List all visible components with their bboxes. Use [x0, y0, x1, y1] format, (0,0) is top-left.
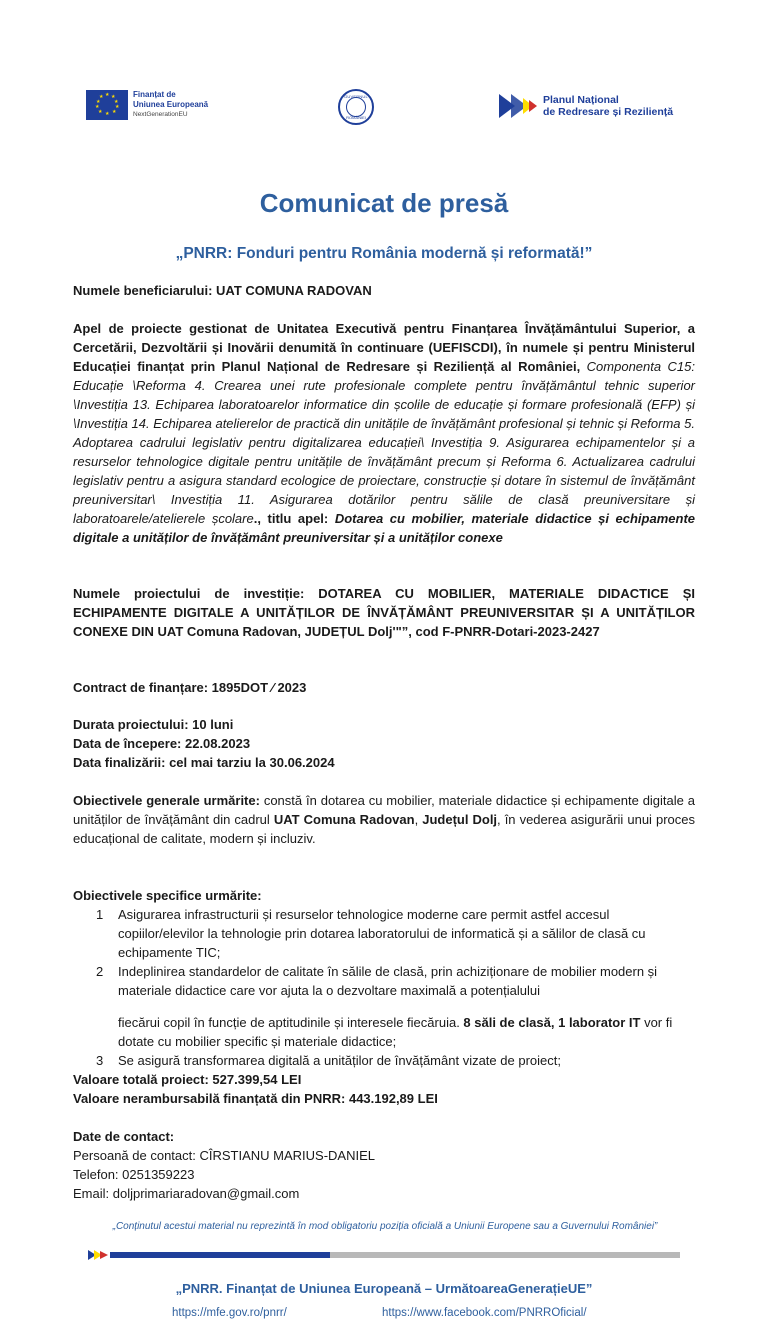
general-objectives-uat: UAT Comuna Radovan	[273, 812, 415, 827]
list-item-number: 3	[96, 1053, 104, 1068]
pnrr-arrow-icon	[499, 94, 539, 118]
specific-objectives-label: Obiectivele specifice urmărite:	[73, 888, 262, 903]
gov-seal-top-text: GUVERNUL	[344, 94, 368, 99]
call-title: Dotarea cu mobilier, materiale didactice și echipamente digitale a unităților de învățământ preuniversitar și a unităților conexe	[73, 511, 696, 545]
list-item-text-end: vor fi dotate cu mobilier specific și materiale didactice;	[118, 1015, 673, 1049]
list-item-text: Se asigură transformarea digitală a unităților de învățământ vizate de proiect;	[118, 1053, 561, 1068]
general-objectives-text: constă în dotarea cu mobilier, materiale didactice și echipamente digitale a unităților de învățământ din cadrul	[73, 793, 695, 827]
list-item-number: 1	[96, 907, 104, 922]
eu-logo-line3: NextGenerationEU	[133, 111, 188, 118]
project-duration: Durata proiectului: 10 luni	[73, 717, 234, 732]
pnrr-logo	[499, 94, 673, 118]
general-objectives	[73, 791, 695, 848]
list-item-number: 2	[96, 964, 104, 979]
eu-logo-line1: Finanțat de	[133, 90, 176, 99]
project-name: Numele proiectului de investiție: DOTAREA CU MOBILIER, MATERIALE DIDACTICE ȘI ECHIPAMENTE DIGITALE A UNITĂȚILOR DE ÎNVĂȚĂMÂNT PREUNIVERSITAR ȘI A UNITĂȚILOR CONEXE DIN UAT Comuna Radovan, JUDEȚUL Dolj'"”, cod F-PNRR-Dotari-2023-2427	[73, 586, 695, 639]
general-objectives-end: , în vederea asigurării unui proces educațional de calitate, modern și incluziv.	[73, 812, 695, 846]
pnrr-logo-line2: de Redresare și Reziliență	[543, 106, 674, 118]
eu-logo-line2: Uniunea Europeană	[133, 100, 209, 109]
non-refundable-value: Valoare nerambursabilă finanțată din PNRR: 443.192,89 LEI	[73, 1091, 438, 1106]
list-item-text: Indeplinirea standardelor de calitate în sălile de clasă, prin achiziționare de mobilier modern și materiale didactice care vor ajuta la o dezvoltare maximală a potențialului	[118, 964, 658, 998]
eu-flag-icon: ★ ★ ★ ★ ★ ★ ★ ★ ★ ★	[86, 90, 128, 120]
facebook-link[interactable]: https://www.facebook.com/PNRROficial/	[382, 1307, 587, 1319]
end-date: Data finalizării: cel mai tarziu la 30.06.2024	[73, 755, 335, 770]
disclaimer: „Conținutul acestui material nu reprezintă în mod obligatoriu poziția oficială a Uniunii Europene sau a Guvernului României”	[112, 1221, 658, 1232]
gov-seal-bottom-text: ROMÂNIEI	[346, 115, 366, 120]
call-title-label: ., titlu apel:	[253, 511, 335, 526]
list-item-bold: 8 săli de clasă, 1 laborator IT	[463, 1015, 641, 1030]
romanian-government-seal-icon	[338, 89, 374, 125]
pnrr-logo-line1: Planul Național	[543, 94, 619, 106]
page-title: Comunicat de presă	[259, 188, 509, 218]
total-value: Valoare totală proiect: 527.399,54 LEI	[73, 1072, 302, 1087]
contact-email[interactable]: Email: doljprimariaradovan@gmail.com	[73, 1186, 300, 1201]
eu-funding-logo	[86, 90, 208, 120]
pnrr-website-link[interactable]: https://mfe.gov.ro/pnrr/	[172, 1307, 287, 1319]
general-objectives-county: Județul Dolj	[422, 812, 498, 827]
list-item-text-cont: fiecărui copil în funcție de aptitudinile și interesele fiecăruia.	[118, 1015, 464, 1030]
contact-phone: Telefon: 0251359223	[73, 1167, 195, 1182]
footer-tagline: „PNRR. Finanțat de Uniunea Europeană – UrmătoareaGenerațieUE”	[175, 1281, 593, 1296]
contact-label: Date de contact:	[73, 1129, 175, 1144]
page-subtitle: „PNRR: Fonduri pentru România modernă și reformată!”	[175, 245, 593, 262]
contract-number: Contract de finanțare: 1895DOT ⁄ 2023	[73, 680, 307, 695]
list-item-text: Asigurarea infrastructurii și resurselor tehnologice moderne care permit astfel accesul copiilor/elevilor la tehnologie prin dotarea laboratorului de informatică și a sălilor de clasă cu echipamente TIC;	[118, 907, 646, 960]
call-paragraph	[73, 319, 695, 547]
beneficiary-name: Numele beneficiarului: UAT COMUNA RADOVAN	[73, 283, 372, 298]
start-date: Data de începere: 22.08.2023	[73, 736, 251, 751]
contact-person: Persoană de contact: CÎRSTIANU MARIUS-DANIEL	[73, 1148, 375, 1163]
call-components: Componenta C15: Educație \Reforma 4. Crearea unei rute profesionale complete pentru învățământul tehnic superior \Investiția 13. Echiparea laboratoarelor informatice din școlile de educație și formare profesională (EFP) și \Investiția 14. Echiparea atelierelor de practică din unitățile de învățământ profesional și tehnic și Reforma 5. Adoptarea cadrului legislativ pentru digitalizarea educației\ Investiția 9. Asigurarea echipamentelor și a resurselor tehnologice digitale pentru unitățile de învățământ precum și Reforma 6. Actualizarea cadrului legislativ pentru a asigura standard ecologice de proiectare, construcție și dotare în sistemul de învățământ preuniversitar\ Investiția 11. Asigurarea dotărilor pentru sălile de clasă preuniversitare și laboratoarele/atelierele școlare	[73, 359, 695, 526]
general-objectives-sep: ,	[414, 812, 423, 827]
call-intro: Apel de proiecte gestionat de Unitatea Executivă pentru Finanțarea Învățământului Superior, a Cercetării, Dezvoltării și Inovării denumită în continuare (UEFISCDI), în numele și pentru Ministerul Educației finanțat prin Planul Național de Redresare și Reziliență al României,	[73, 321, 695, 374]
footer-arrow-icon	[88, 1250, 110, 1260]
general-objectives-label: Obiectivele generale urmărite:	[73, 793, 260, 808]
footer-divider	[88, 1250, 680, 1258]
